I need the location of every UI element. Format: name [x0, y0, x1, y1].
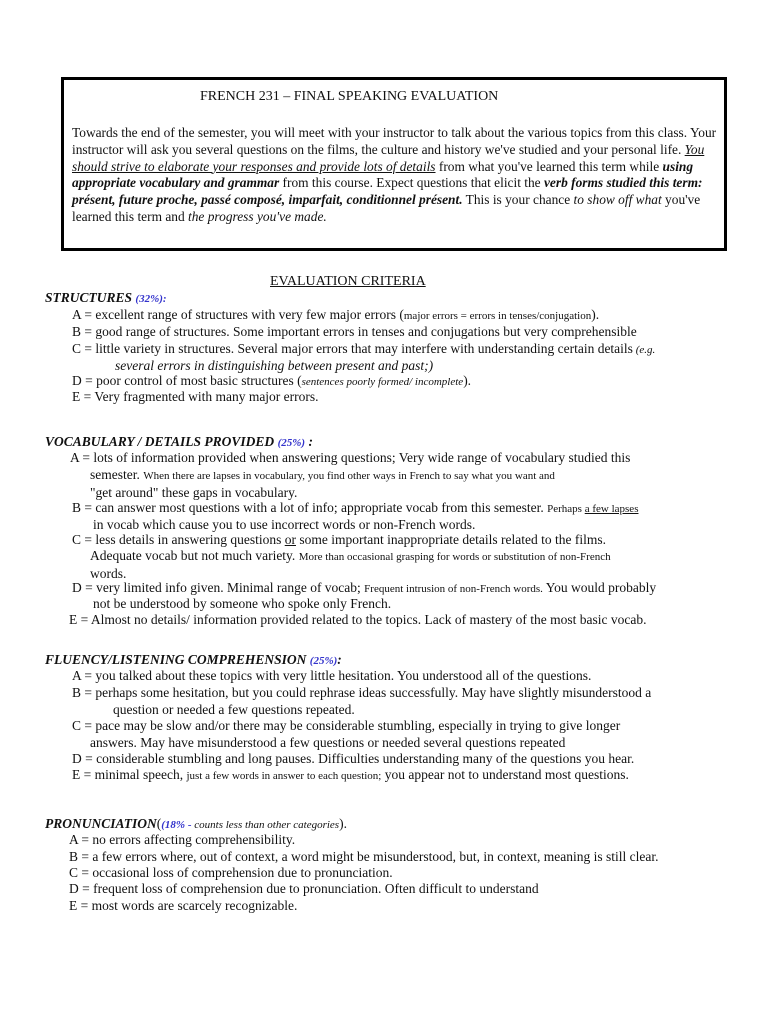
vocabulary-d: D = very limited info given. Minimal range of vocab; Frequent intrusion of non-French words. You would probably — [72, 580, 657, 595]
pronunciation-a: A = no errors affecting comprehensibility. — [69, 832, 296, 847]
structures-d: D = poor control of most basic structures (sentences poorly formed/ incomplete). — [72, 373, 472, 388]
intro-text: from what you've learned this term while — [435, 158, 663, 174]
weight-percent: (25%) — [277, 437, 306, 449]
structures-c-note: several errors in distinguishing between present and past;) — [115, 358, 434, 373]
vocabulary-a-cont: semester. When there are lapses in vocabulary, you find other ways in French to say what you want and — [90, 467, 555, 482]
fluency-e: E = minimal speech, just a few words in answer to each question; you appear not to understand most questions. — [72, 767, 629, 782]
intro-text: Towards the end of the semester, you will meet with your instructor to talk about the various topics from this class. Your instructor will ask you several questions on the films, the culture and history we've studied and your personal life. — [72, 125, 717, 157]
pronunciation-d: D = frequent loss of comprehension due to pronunciation. Often difficult to understand — [69, 881, 539, 896]
pronunciation-heading: PRONUNCIATION((18% - counts less than other categories). — [45, 816, 347, 831]
weight-percent: (25%) — [309, 655, 338, 667]
document-title: FRENCH 231 – FINAL SPEAKING EVALUATION — [200, 89, 499, 104]
vocabulary-c: C = less details in answering questions or some important inappropriate details related to the films. — [72, 532, 607, 547]
fluency-a: A = you talked about these topics with very little hesitation. You understood all of the questions. — [72, 668, 592, 683]
intro-verb-forms: verb forms studied this term: présent, future proche, passé composé, imparfait, conditionnel présent. — [72, 175, 703, 207]
vocabulary-c-cont: Adequate vocab but not much variety. More than occasional grasping for words or substitution of non-French — [90, 548, 611, 563]
section-heading: PRONUNCIATION — [45, 816, 157, 831]
intro-emphasis: using appropriate vocabulary and grammar — [72, 158, 694, 191]
intro-text: you've learned this term and — [72, 192, 701, 224]
criteria-title: EVALUATION CRITERIA — [270, 274, 426, 289]
section-heading: VOCABULARY / DETAILS PROVIDED — [45, 434, 275, 449]
vocabulary-c-cont2: words. — [90, 566, 127, 581]
structures-e: E = Very fragmented with many major errors. — [72, 389, 319, 404]
vocabulary-a-cont2: "get around" these gaps in vocabulary. — [90, 485, 298, 500]
fluency-b-cont: question or needed a few questions repeated. — [113, 702, 355, 717]
intro-box — [61, 77, 727, 251]
weight-percent: (32%): — [135, 293, 167, 305]
vocabulary-heading: VOCABULARY / DETAILS PROVIDED (25%) : — [45, 434, 313, 449]
structures-c: C = little variety in structures. Several major errors that may interfere with understanding certain details (e.g. — [72, 341, 656, 356]
fluency-b: B = perhaps some hesitation, but you could rephrase ideas successfully. May have slightly misunderstood a — [72, 685, 652, 700]
fluency-c-cont: answers. May have misunderstood a few questions or needed several questions repeated — [90, 735, 566, 750]
fluency-heading: FLUENCY/LISTENING COMPREHENSION (25%): — [45, 652, 342, 667]
structures-b: B = good range of structures. Some important errors in tenses and conjugations but very comprehensible — [72, 324, 637, 339]
vocabulary-e: E = Almost no details/ information provided related to the topics. Lack of mastery of the most basic vocab. — [69, 612, 647, 627]
section-heading: STRUCTURES — [45, 290, 133, 305]
weight-percent: (18% - — [161, 819, 192, 831]
fluency-c: C = pace may be slow and/or there may be considerable stumbling, especially in trying to give longer — [72, 718, 621, 733]
pronunciation-c: C = occasional loss of comprehension due to pronunciation. — [69, 865, 393, 880]
intro-text: This is your chance — [462, 192, 574, 207]
intro-emphasis: to show off what — [573, 192, 662, 207]
intro-emphasis: the progress you've made. — [188, 208, 327, 224]
vocabulary-a: A = lots of information provided when answering questions; Very wide range of vocabulary studied this — [70, 450, 631, 465]
section-heading: FLUENCY/LISTENING COMPREHENSION — [45, 652, 307, 667]
vocabulary-b-cont: in vocab which cause you to use incorrect words or non-French words. — [93, 517, 476, 532]
vocabulary-d-cont: not be understood by someone who spoke only French. — [93, 596, 392, 611]
pronunciation-b: B = a few errors where, out of context, a word might be misunderstood, but, in context, meaning is still clear. — [69, 849, 659, 864]
fluency-d: D = considerable stumbling and long pauses. Difficulties understanding many of the questions you hear. — [72, 751, 635, 766]
structures-a: A = excellent range of structures with very few major errors (major errors = errors in tenses/conjugation). — [72, 307, 600, 322]
pronunciation-e: E = most words are scarcely recognizable. — [69, 898, 298, 913]
structures-heading — [45, 290, 167, 306]
intro-emphasis: You should strive to elaborate your responses and provide lots of details — [72, 141, 705, 174]
intro-paragraph — [72, 125, 718, 226]
vocabulary-b: B = can answer most questions with a lot of info; appropriate vocab from this semester. Perhaps a few lapses — [72, 500, 639, 515]
intro-text: from this course. Expect questions that elicit the — [279, 175, 544, 191]
